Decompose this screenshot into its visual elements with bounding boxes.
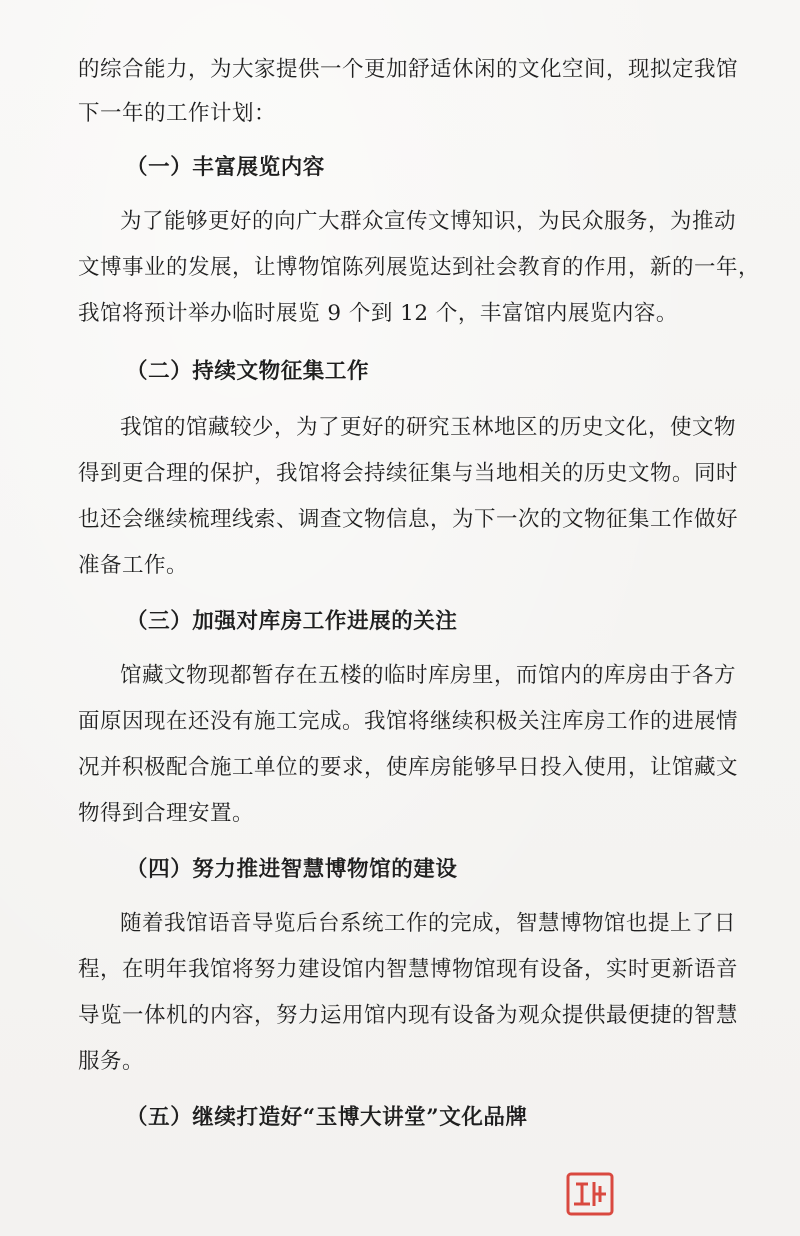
seal-icon [566, 1172, 614, 1216]
watermark-logo [566, 1170, 786, 1218]
paragraph-line: 物得到合理安置。 [78, 801, 255, 826]
paragraph-line: 况并积极配合施工单位的要求，使库房能够早日投入使用，让馆藏文 [78, 755, 739, 780]
paragraph-line: 得到更合理的保护，我馆将会持续征集与当地相关的历史文物。同时 [78, 461, 739, 486]
paragraph-line: 为了能够更好的向广大群众宣传文博知识，为民众服务，为推动 [120, 209, 737, 234]
paragraph-line: 我馆的馆藏较少，为了更好的研究玉林地区的历史文化，使文物 [120, 415, 737, 440]
paragraph-line: 程，在明年我馆将努力建设馆内智慧博物馆现有设备，实时更新语音 [78, 957, 739, 982]
section-heading: （五）继续打造好“玉博大讲堂”文化品牌 [126, 1105, 528, 1130]
paragraph-line: 馆藏文物现都暂存在五楼的临时库房里，而馆内的库房由于各方 [120, 663, 737, 688]
paragraph-line: 随着我馆语音导览后台系统工作的完成，智慧博物馆也提上了日 [120, 911, 737, 936]
paragraph-line: 准备工作。 [78, 553, 189, 578]
paragraph-line: 也还会继续梳理线索、调查文物信息，为下一次的文物征集工作做好 [78, 507, 739, 532]
paragraph-line: 服务。 [78, 1049, 145, 1074]
section-heading: （三）加强对库房工作进展的关注 [126, 609, 458, 634]
section-heading: （二）持续文物征集工作 [126, 359, 370, 384]
document-body [78, 0, 761, 1236]
section-heading: （四）努力推进智慧博物馆的建设 [126, 857, 458, 882]
paragraph-line: 面原因现在还没有施工完成。我馆将继续积极关注库房工作的进展情 [78, 709, 739, 734]
paragraph-line: 我馆将预计举办临时展览 9 个到 12 个，丰富馆内展览内容。 [78, 301, 678, 326]
paragraph-line: 文博事业的发展，让博物馆陈列展览达到社会教育的作用，新的一年， [78, 255, 761, 280]
paragraph-line: 导览一体机的内容，努力运用馆内现有设备为观众提供最便捷的智慧 [78, 1003, 739, 1028]
paragraph-line: 下一年的工作计划： [78, 101, 277, 126]
section-heading: （一）丰富展览内容 [126, 155, 325, 180]
paragraph-line: 的综合能力，为大家提供一个更加舒适休闲的文化空间，现拟定我馆 [78, 57, 739, 82]
